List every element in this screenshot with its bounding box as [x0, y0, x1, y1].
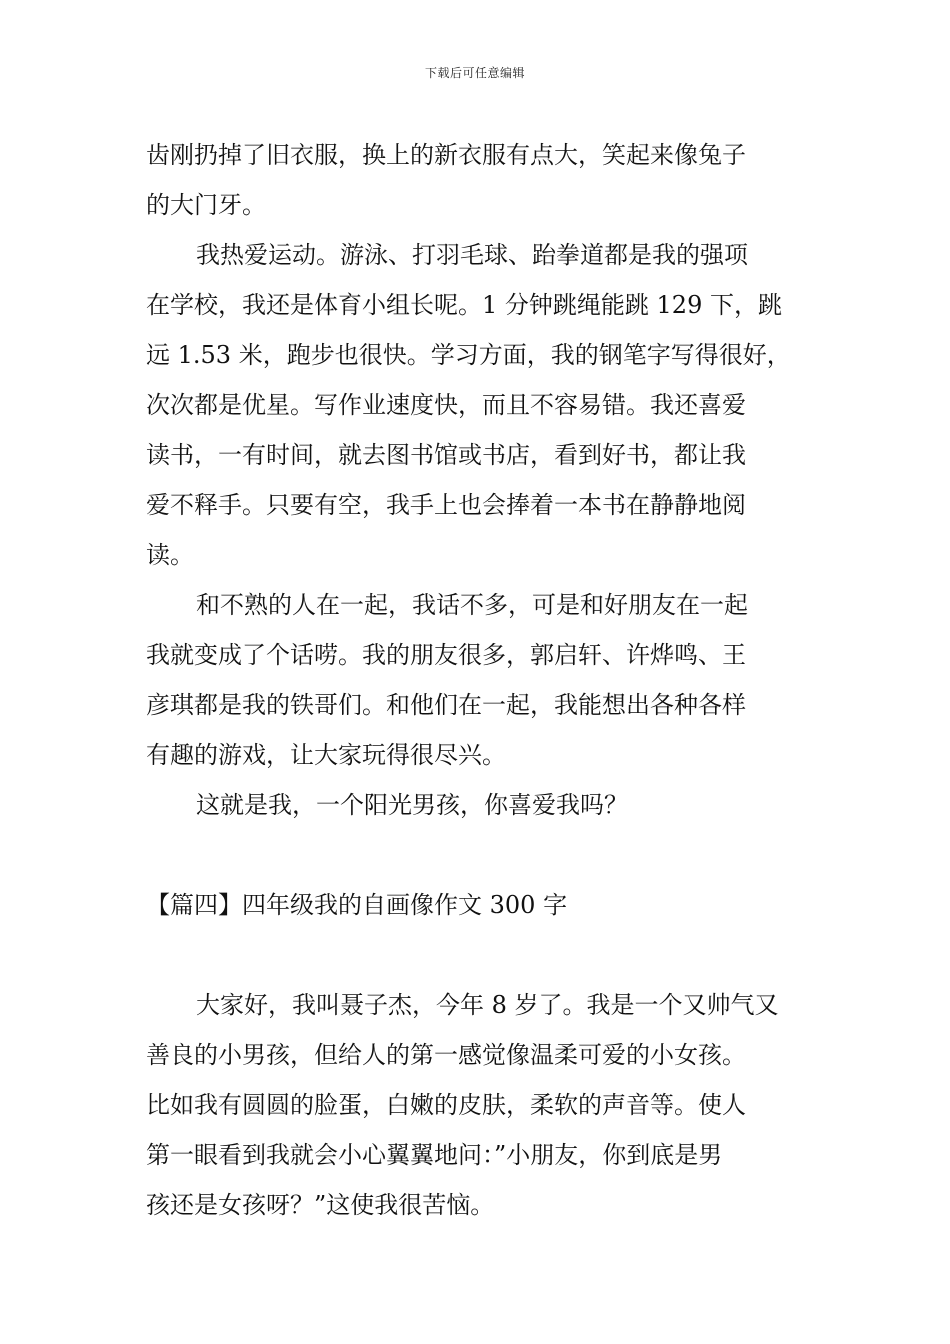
- text-line: 远 1.53 米，跑步也很快。学习方面，我的钢笔字写得很好，: [146, 341, 791, 369]
- text-line: 的大门牙。: [146, 191, 266, 219]
- text-line: 读。: [146, 541, 194, 569]
- text-line: 第一眼看到我就会小心翼翼地问：”小朋友，你到底是男: [146, 1141, 723, 1169]
- text-line: 爱不释手。只要有空，我手上也会捧着一本书在静静地阅: [146, 491, 746, 519]
- paragraph-4: [146, 780, 811, 830]
- text-line: 孩还是女孩呀？”这使我很苦恼。: [146, 1191, 495, 1219]
- text-line: 齿刚扔掉了旧衣服，换上的新衣服有点大，笑起来像兔子: [146, 141, 746, 169]
- paragraph-2: [146, 230, 811, 580]
- text-line: 彦琪都是我的铁哥们。和他们在一起，我能想出各种各样: [146, 691, 746, 719]
- text-line: 有趣的游戏，让大家玩得很尽兴。: [146, 741, 506, 769]
- text-line: 大家好，我叫聂子杰，今年 8 岁了。我是一个又帅气又: [196, 991, 779, 1019]
- paragraph-5: [146, 980, 811, 1230]
- page-header: 下载后可任意编辑: [424, 66, 525, 80]
- spacer: [146, 830, 811, 880]
- paragraph-3: [146, 580, 811, 780]
- text-line: 读书，一有时间，就去图书馆或书店，看到好书，都让我: [146, 441, 746, 469]
- text-line: 善良的小男孩，但给人的第一感觉像温柔可爱的小女孩。: [146, 1041, 746, 1069]
- text-line: 我就变成了个话唠。我的朋友很多，郭启轩、许烨鸣、王: [146, 641, 746, 669]
- text-line: 和不熟的人在一起，我话不多，可是和好朋友在一起: [196, 591, 748, 619]
- paragraph-1: [146, 130, 811, 230]
- text-line: 这就是我，一个阳光男孩，你喜爱我吗？: [196, 791, 628, 819]
- text-line: 我热爱运动。游泳、打羽毛球、跆拳道都是我的强项: [196, 241, 748, 269]
- spacer: [146, 930, 811, 980]
- text-line: 比如我有圆圆的脸蛋，白嫩的皮肤，柔软的声音等。使人: [146, 1091, 746, 1119]
- text-line: 次次都是优星。写作业速度快，而且不容易错。我还喜爱: [146, 391, 746, 419]
- text-line: 在学校，我还是体育小组长呢。1 分钟跳绳能跳 129 下，跳: [146, 291, 782, 319]
- document-body: [146, 130, 811, 1230]
- section-heading: 【篇四】四年级我的自画像作文 300 字: [146, 891, 568, 919]
